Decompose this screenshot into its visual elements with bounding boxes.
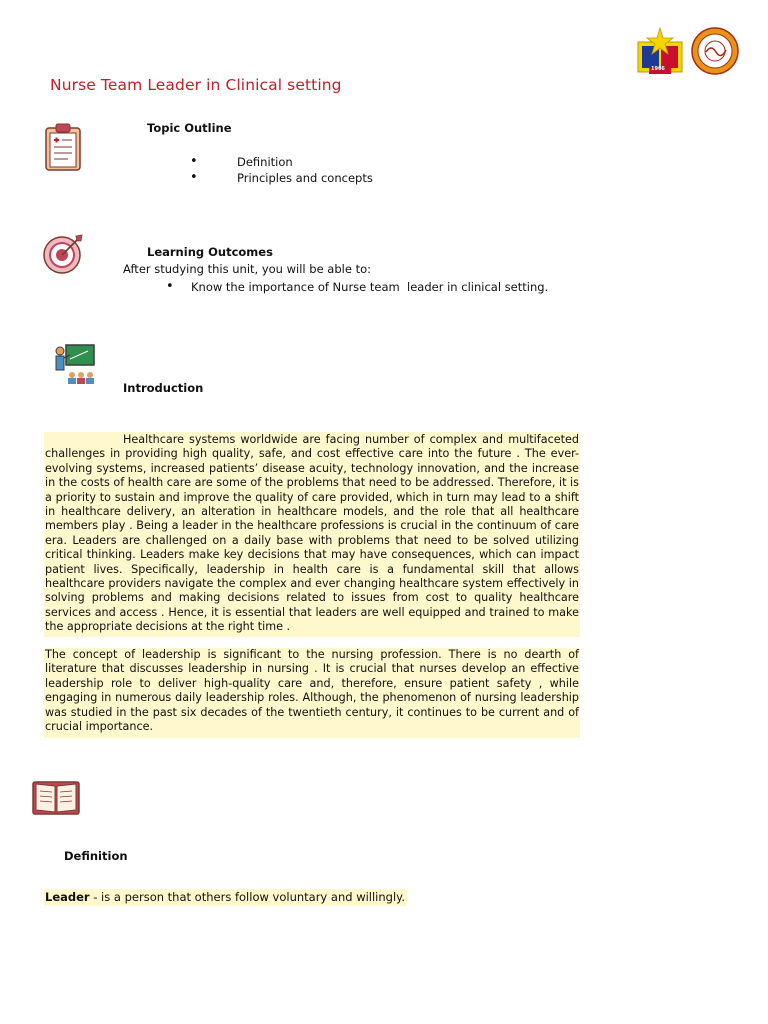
- page-title: Nurse Team Leader in Clinical setting: [50, 76, 342, 94]
- teacher-presentation-icon: [52, 343, 96, 389]
- introduction-paragraph-2: The concept of leadership is significant to the nursing profession. There is no dearth of literature that discusses leadership in nursing . It is crucial that nurses develop an effective leadership role to deliver high-quality care and, therefore, ensure patient safety , while engaging in numerous daily leadership roles. Although, the phenomenon of nursing leadership was studied in the past six decades of the twentieth century, it continues to be current and of crucial importance.: [44, 648, 580, 738]
- learning-outcomes-heading: Learning Outcomes: [147, 245, 273, 259]
- definition-heading: Definition: [64, 849, 128, 863]
- learning-outcomes-intro: After studying this unit, you will be able to:: [123, 262, 371, 276]
- list-item: • Definition: [190, 154, 293, 169]
- list-item: • Principles and concepts: [190, 170, 373, 185]
- introduction-heading: Introduction: [123, 381, 204, 395]
- clipboard-icon: [44, 123, 82, 175]
- college-seal-logo: [691, 26, 739, 76]
- learning-outcomes-list: [166, 279, 586, 295]
- introduction-paragraph-1: Healthcare systems worldwide are facing number of complex and multifaceted challenges in providing high quality, safe, and cost effective care into the future . The ever-evolving systems, increased patients’ disease acuity, technology innovation, and the increase in the costs of health care are some of the problems that need to be addressed. Therefore, it is a priority to sustain and improve the quality of care provided, which in turn may lead to a shift in healthcare delivery, an alteration in healthcare models, and the role that all healthcare members play . Being a leader in the healthcare professions is crucial in the continuum of care era. Leaders are challenged on a daily base with problems that need to be solved utilizing critical thinking. Leaders make key decisions that may have consequences, which can impact patient lives. Specifically, leadership in health care is a fundamental skill that allows healthcare providers navigate the complex and ever changing healthcare system effectively in solving problems and making decisions related to issues from cost to quality healthcare services and access . Hence, it is essential that leaders are well equipped and trained to make the appropriate decisions at the right time .: [44, 432, 580, 637]
- list-item: • Know the importance of Nurse team leader in clinical setting.: [166, 279, 549, 294]
- definition-text: - is a person that others follow voluntary and willingly.: [89, 890, 405, 904]
- logo-year: 1966: [651, 66, 665, 72]
- topic-outline-heading: Topic Outline: [147, 121, 232, 135]
- definition-term: Leader: [45, 890, 90, 904]
- university-seal-logo: [637, 26, 683, 76]
- open-book-icon: [32, 778, 80, 822]
- topic-outline-list: [190, 154, 490, 186]
- target-icon: [42, 233, 84, 279]
- definition-leader: [44, 889, 407, 906]
